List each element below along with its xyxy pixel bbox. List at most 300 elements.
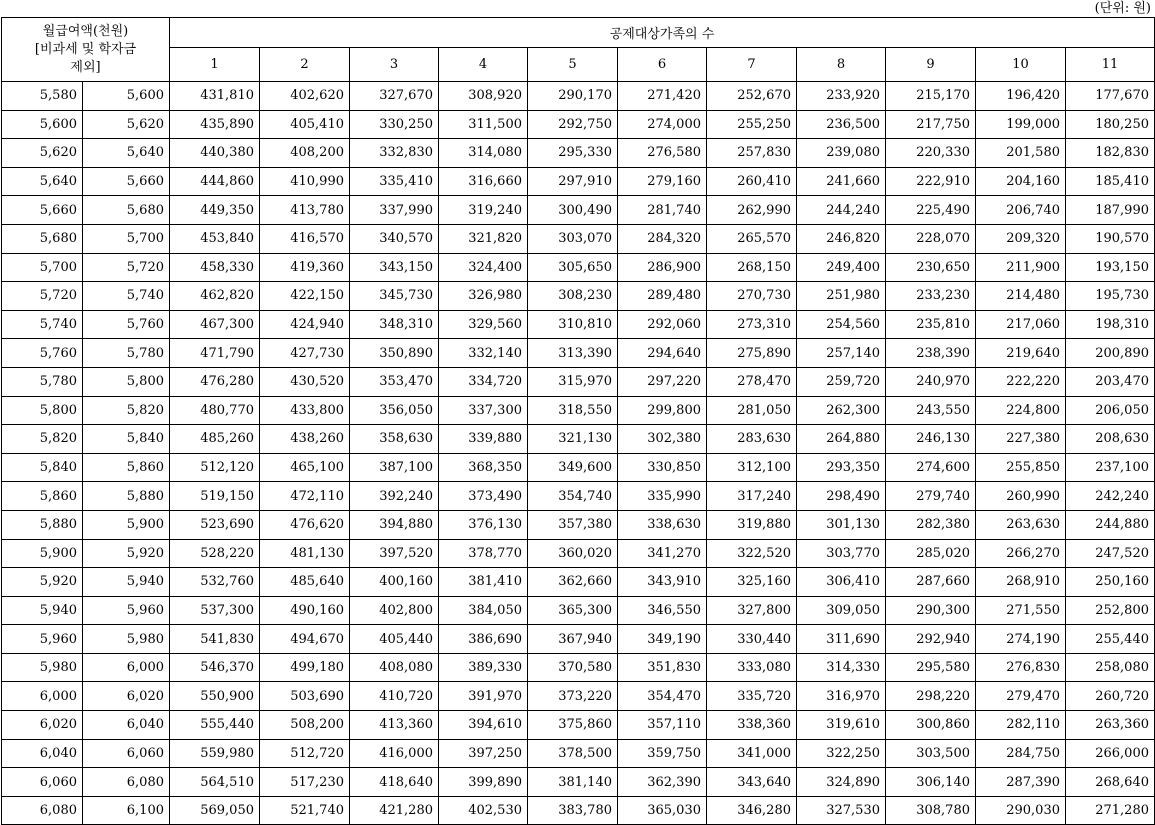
income-to-cell: 5,640	[83, 139, 170, 168]
income-from-cell: 5,580	[2, 82, 83, 111]
table-row	[2, 110, 1155, 139]
table-row	[2, 224, 1155, 253]
tax-amount-cell: 325,160	[707, 568, 797, 597]
tax-amount-cell: 237,100	[1066, 453, 1155, 482]
tax-amount-cell: 276,580	[618, 139, 707, 168]
income-header-line1: 월급여액(천원)	[42, 23, 129, 39]
income-from-cell: 5,900	[2, 539, 83, 568]
family-count-group-header: 공제대상가족의 수	[170, 18, 1155, 48]
tax-amount-cell: 260,410	[707, 167, 797, 196]
tax-amount-cell: 362,390	[618, 768, 707, 797]
tax-amount-cell: 440,380	[170, 139, 260, 168]
tax-amount-cell: 258,080	[1066, 653, 1155, 682]
tax-amount-cell: 255,850	[976, 453, 1066, 482]
income-from-cell: 5,940	[2, 596, 83, 625]
income-from-cell: 5,600	[2, 110, 83, 139]
tax-amount-cell: 416,570	[260, 224, 350, 253]
tax-amount-cell: 294,640	[618, 339, 707, 368]
tax-amount-cell: 220,330	[886, 139, 976, 168]
tax-amount-cell: 512,720	[260, 739, 350, 768]
table-row	[2, 682, 1155, 711]
tax-amount-cell: 430,520	[260, 367, 350, 396]
tax-amount-cell: 481,130	[260, 539, 350, 568]
tax-amount-cell: 208,630	[1066, 425, 1155, 454]
tax-amount-cell: 341,000	[707, 739, 797, 768]
tax-amount-cell: 467,300	[170, 310, 260, 339]
tax-amount-cell: 260,720	[1066, 682, 1155, 711]
tax-amount-cell: 206,740	[976, 196, 1066, 225]
tax-amount-cell: 532,760	[170, 568, 260, 597]
tax-amount-cell: 343,910	[618, 568, 707, 597]
tax-amount-cell: 251,980	[797, 282, 886, 311]
tax-amount-cell: 354,470	[618, 682, 707, 711]
tax-amount-cell: 349,190	[618, 625, 707, 654]
tax-amount-cell: 340,570	[350, 224, 439, 253]
tax-amount-cell: 310,810	[528, 310, 618, 339]
income-to-cell: 6,000	[83, 653, 170, 682]
tax-amount-cell: 523,690	[170, 510, 260, 539]
tax-amount-cell: 285,020	[886, 539, 976, 568]
income-to-cell: 5,780	[83, 339, 170, 368]
tax-amount-cell: 262,300	[797, 396, 886, 425]
tax-amount-cell: 433,800	[260, 396, 350, 425]
tax-amount-cell: 254,560	[797, 310, 886, 339]
table-row	[2, 739, 1155, 768]
tax-amount-cell: 177,670	[1066, 82, 1155, 111]
tax-amount-cell: 394,880	[350, 510, 439, 539]
table-row	[2, 425, 1155, 454]
income-to-cell: 5,840	[83, 425, 170, 454]
tax-amount-cell: 228,070	[886, 224, 976, 253]
income-column-header	[2, 18, 170, 82]
tax-amount-cell: 244,240	[797, 196, 886, 225]
income-to-cell: 5,940	[83, 568, 170, 597]
tax-amount-cell: 346,280	[707, 796, 797, 825]
tax-amount-cell: 333,080	[707, 653, 797, 682]
table-row	[2, 596, 1155, 625]
income-header-line2: [비과세 및 학자금	[34, 41, 137, 57]
income-from-cell: 6,040	[2, 739, 83, 768]
tax-amount-cell: 318,550	[528, 396, 618, 425]
tax-amount-cell: 252,800	[1066, 596, 1155, 625]
table-row	[2, 653, 1155, 682]
tax-amount-cell: 206,050	[1066, 396, 1155, 425]
tax-amount-cell: 353,470	[350, 367, 439, 396]
tax-amount-cell: 512,120	[170, 453, 260, 482]
tax-amount-cell: 315,970	[528, 367, 618, 396]
income-from-cell: 5,780	[2, 367, 83, 396]
tax-amount-cell: 368,350	[439, 453, 528, 482]
tax-amount-cell: 402,620	[260, 82, 350, 111]
tax-amount-cell: 297,910	[528, 167, 618, 196]
tax-amount-cell: 270,730	[707, 282, 797, 311]
tax-amount-cell: 413,360	[350, 711, 439, 740]
tax-amount-cell: 284,320	[618, 224, 707, 253]
tax-amount-cell: 217,060	[976, 310, 1066, 339]
tax-amount-cell: 559,980	[170, 739, 260, 768]
tax-amount-cell: 471,790	[170, 339, 260, 368]
income-to-cell: 6,080	[83, 768, 170, 797]
tax-amount-cell: 259,720	[797, 367, 886, 396]
tax-amount-cell: 327,530	[797, 796, 886, 825]
tax-amount-cell: 215,170	[886, 82, 976, 111]
family-count-header: 7	[707, 48, 797, 82]
tax-amount-cell: 187,990	[1066, 196, 1155, 225]
tax-amount-cell: 290,030	[976, 796, 1066, 825]
tax-amount-cell: 410,720	[350, 682, 439, 711]
tax-amount-cell: 345,730	[350, 282, 439, 311]
tax-amount-cell: 476,620	[260, 510, 350, 539]
tax-amount-cell: 394,610	[439, 711, 528, 740]
tax-amount-cell: 373,220	[528, 682, 618, 711]
family-count-header: 1	[170, 48, 260, 82]
family-count-header: 3	[350, 48, 439, 82]
income-from-cell: 5,620	[2, 139, 83, 168]
tax-amount-cell: 289,480	[618, 282, 707, 311]
tax-amount-cell: 402,530	[439, 796, 528, 825]
tax-amount-cell: 410,990	[260, 167, 350, 196]
tax-amount-cell: 349,600	[528, 453, 618, 482]
tax-amount-cell: 199,000	[976, 110, 1066, 139]
tax-amount-cell: 335,410	[350, 167, 439, 196]
income-from-cell: 5,980	[2, 653, 83, 682]
table-row	[2, 711, 1155, 740]
tax-amount-cell: 243,550	[886, 396, 976, 425]
tax-amount-cell: 343,640	[707, 768, 797, 797]
tax-amount-cell: 275,890	[707, 339, 797, 368]
tax-amount-cell: 257,140	[797, 339, 886, 368]
tax-amount-cell: 257,830	[707, 139, 797, 168]
tax-amount-cell: 422,150	[260, 282, 350, 311]
tax-amount-cell: 373,490	[439, 482, 528, 511]
tax-amount-cell: 268,640	[1066, 768, 1155, 797]
tax-amount-cell: 381,140	[528, 768, 618, 797]
tax-amount-cell: 357,110	[618, 711, 707, 740]
tax-amount-cell: 196,420	[976, 82, 1066, 111]
tax-amount-cell: 367,940	[528, 625, 618, 654]
tax-amount-cell: 400,160	[350, 568, 439, 597]
tax-amount-cell: 308,920	[439, 82, 528, 111]
income-from-cell: 5,740	[2, 310, 83, 339]
income-to-cell: 5,960	[83, 596, 170, 625]
family-count-header: 11	[1066, 48, 1155, 82]
tax-amount-cell: 298,490	[797, 482, 886, 511]
income-from-cell: 5,700	[2, 253, 83, 282]
tax-amount-cell: 387,100	[350, 453, 439, 482]
tax-amount-cell: 319,880	[707, 510, 797, 539]
income-from-cell: 5,960	[2, 625, 83, 654]
tax-amount-cell: 300,490	[528, 196, 618, 225]
tax-amount-cell: 389,330	[439, 653, 528, 682]
income-from-cell: 5,680	[2, 224, 83, 253]
income-from-cell: 5,860	[2, 482, 83, 511]
tax-amount-cell: 458,330	[170, 253, 260, 282]
tax-amount-cell: 330,250	[350, 110, 439, 139]
tax-amount-cell: 334,720	[439, 367, 528, 396]
tax-amount-cell: 301,130	[797, 510, 886, 539]
tax-amount-cell: 287,390	[976, 768, 1066, 797]
tax-amount-cell: 284,750	[976, 739, 1066, 768]
tax-amount-cell: 569,050	[170, 796, 260, 825]
tax-amount-cell: 268,910	[976, 568, 1066, 597]
tax-amount-cell: 337,990	[350, 196, 439, 225]
tax-amount-cell: 327,800	[707, 596, 797, 625]
tax-amount-cell: 278,470	[707, 367, 797, 396]
tax-amount-cell: 402,800	[350, 596, 439, 625]
tax-amount-cell: 303,070	[528, 224, 618, 253]
tax-amount-cell: 365,300	[528, 596, 618, 625]
tax-amount-cell: 283,630	[707, 425, 797, 454]
family-count-header: 6	[618, 48, 707, 82]
income-to-cell: 5,660	[83, 167, 170, 196]
withholding-tax-table	[1, 17, 1155, 825]
tax-amount-cell: 235,810	[886, 310, 976, 339]
income-from-cell: 6,000	[2, 682, 83, 711]
tax-amount-cell: 348,310	[350, 310, 439, 339]
tax-amount-cell: 255,250	[707, 110, 797, 139]
table-row	[2, 510, 1155, 539]
tax-amount-cell: 279,470	[976, 682, 1066, 711]
tax-amount-cell: 247,520	[1066, 539, 1155, 568]
tax-amount-cell: 339,880	[439, 425, 528, 454]
income-to-cell: 5,920	[83, 539, 170, 568]
tax-amount-cell: 240,970	[886, 367, 976, 396]
tax-amount-cell: 308,230	[528, 282, 618, 311]
tax-amount-cell: 399,890	[439, 768, 528, 797]
table-body	[2, 82, 1155, 825]
tax-amount-cell: 338,630	[618, 510, 707, 539]
tax-amount-cell: 182,830	[1066, 139, 1155, 168]
tax-amount-cell: 346,550	[618, 596, 707, 625]
tax-amount-cell: 546,370	[170, 653, 260, 682]
tax-amount-cell: 521,740	[260, 796, 350, 825]
tax-amount-cell: 295,330	[528, 139, 618, 168]
table-row	[2, 367, 1155, 396]
tax-amount-cell: 225,490	[886, 196, 976, 225]
tax-amount-cell: 359,750	[618, 739, 707, 768]
tax-amount-cell: 198,310	[1066, 310, 1155, 339]
tax-amount-cell: 281,740	[618, 196, 707, 225]
tax-amount-cell: 322,250	[797, 739, 886, 768]
income-from-cell: 6,060	[2, 768, 83, 797]
tax-amount-cell: 408,080	[350, 653, 439, 682]
tax-amount-cell: 472,110	[260, 482, 350, 511]
tax-amount-cell: 555,440	[170, 711, 260, 740]
tax-amount-cell: 327,670	[350, 82, 439, 111]
tax-amount-cell: 238,390	[886, 339, 976, 368]
table-row	[2, 196, 1155, 225]
tax-amount-cell: 246,820	[797, 224, 886, 253]
tax-amount-cell: 263,360	[1066, 711, 1155, 740]
tax-amount-cell: 476,280	[170, 367, 260, 396]
table-row	[2, 568, 1155, 597]
tax-amount-cell: 217,750	[886, 110, 976, 139]
income-from-cell: 5,920	[2, 568, 83, 597]
tax-amount-cell: 308,780	[886, 796, 976, 825]
tax-amount-cell: 321,820	[439, 224, 528, 253]
tax-amount-cell: 290,170	[528, 82, 618, 111]
tax-amount-cell: 413,780	[260, 196, 350, 225]
income-to-cell: 6,020	[83, 682, 170, 711]
tax-amount-cell: 262,990	[707, 196, 797, 225]
tax-amount-cell: 271,420	[618, 82, 707, 111]
table-row	[2, 139, 1155, 168]
header-row-group	[2, 18, 1155, 48]
tax-amount-cell: 490,160	[260, 596, 350, 625]
tax-amount-cell: 193,150	[1066, 253, 1155, 282]
tax-amount-cell: 321,130	[528, 425, 618, 454]
tax-amount-cell: 268,150	[707, 253, 797, 282]
tax-amount-cell: 314,080	[439, 139, 528, 168]
income-from-cell: 5,640	[2, 167, 83, 196]
tax-amount-cell: 362,660	[528, 568, 618, 597]
family-count-header: 9	[886, 48, 976, 82]
tax-amount-cell: 392,240	[350, 482, 439, 511]
tax-amount-cell: 317,240	[707, 482, 797, 511]
tax-amount-cell: 302,380	[618, 425, 707, 454]
tax-amount-cell: 300,860	[886, 711, 976, 740]
tax-amount-cell: 494,670	[260, 625, 350, 654]
tax-amount-cell: 241,660	[797, 167, 886, 196]
tax-amount-cell: 309,050	[797, 596, 886, 625]
tax-amount-cell: 444,860	[170, 167, 260, 196]
tax-amount-cell: 550,900	[170, 682, 260, 711]
tax-amount-cell: 322,520	[707, 539, 797, 568]
tax-amount-cell: 356,050	[350, 396, 439, 425]
tax-amount-cell: 416,000	[350, 739, 439, 768]
income-from-cell: 5,840	[2, 453, 83, 482]
tax-amount-cell: 465,100	[260, 453, 350, 482]
tax-amount-cell: 408,200	[260, 139, 350, 168]
table-row	[2, 768, 1155, 797]
tax-amount-cell: 180,250	[1066, 110, 1155, 139]
tax-amount-cell: 354,740	[528, 482, 618, 511]
tax-amount-cell: 358,630	[350, 425, 439, 454]
tax-amount-cell: 290,300	[886, 596, 976, 625]
income-from-cell: 6,080	[2, 796, 83, 825]
tax-amount-cell: 224,800	[976, 396, 1066, 425]
income-to-cell: 6,100	[83, 796, 170, 825]
tax-amount-cell: 204,160	[976, 167, 1066, 196]
income-to-cell: 5,980	[83, 625, 170, 654]
tax-amount-cell: 222,220	[976, 367, 1066, 396]
income-from-cell: 5,760	[2, 339, 83, 368]
tax-amount-cell: 233,230	[886, 282, 976, 311]
table-row	[2, 339, 1155, 368]
tax-amount-cell: 384,050	[439, 596, 528, 625]
tax-amount-cell: 537,300	[170, 596, 260, 625]
income-from-cell: 5,720	[2, 282, 83, 311]
income-from-cell: 5,880	[2, 510, 83, 539]
tax-amount-cell: 391,970	[439, 682, 528, 711]
family-count-header-row	[2, 48, 1155, 82]
tax-amount-cell: 273,310	[707, 310, 797, 339]
tax-amount-cell: 263,630	[976, 510, 1066, 539]
tax-amount-cell: 312,100	[707, 453, 797, 482]
tax-amount-cell: 499,180	[260, 653, 350, 682]
tax-amount-cell: 281,050	[707, 396, 797, 425]
tax-amount-cell: 249,400	[797, 253, 886, 282]
tax-amount-cell: 200,890	[1066, 339, 1155, 368]
tax-amount-cell: 227,380	[976, 425, 1066, 454]
tax-amount-cell: 449,350	[170, 196, 260, 225]
tax-amount-cell: 365,030	[618, 796, 707, 825]
tax-amount-cell: 219,640	[976, 339, 1066, 368]
tax-amount-cell: 303,770	[797, 539, 886, 568]
income-to-cell: 5,880	[83, 482, 170, 511]
tax-amount-cell: 424,940	[260, 310, 350, 339]
tax-amount-cell: 242,240	[1066, 482, 1155, 511]
tax-amount-cell: 316,660	[439, 167, 528, 196]
tax-amount-cell: 292,940	[886, 625, 976, 654]
tax-amount-cell: 244,880	[1066, 510, 1155, 539]
tax-amount-cell: 332,140	[439, 339, 528, 368]
tax-amount-cell: 357,380	[528, 510, 618, 539]
tax-amount-cell: 239,080	[797, 139, 886, 168]
tax-amount-cell: 252,670	[707, 82, 797, 111]
tax-amount-cell: 255,440	[1066, 625, 1155, 654]
tax-amount-cell: 303,500	[886, 739, 976, 768]
tax-amount-cell: 313,390	[528, 339, 618, 368]
tax-amount-cell: 324,890	[797, 768, 886, 797]
tax-amount-cell: 503,690	[260, 682, 350, 711]
income-to-cell: 6,060	[83, 739, 170, 768]
tax-amount-cell: 453,840	[170, 224, 260, 253]
tax-amount-cell: 287,660	[886, 568, 976, 597]
tax-amount-cell: 485,640	[260, 568, 350, 597]
tax-amount-cell: 397,250	[439, 739, 528, 768]
tax-amount-cell: 292,750	[528, 110, 618, 139]
tax-amount-cell: 236,500	[797, 110, 886, 139]
tax-amount-cell: 266,270	[976, 539, 1066, 568]
table-row	[2, 482, 1155, 511]
tax-amount-cell: 330,850	[618, 453, 707, 482]
table-row	[2, 453, 1155, 482]
tax-amount-cell: 297,220	[618, 367, 707, 396]
income-to-cell: 5,900	[83, 510, 170, 539]
tax-amount-cell: 311,690	[797, 625, 886, 654]
tax-amount-cell: 418,640	[350, 768, 439, 797]
tax-amount-cell: 292,060	[618, 310, 707, 339]
tax-amount-cell: 250,160	[1066, 568, 1155, 597]
tax-amount-cell: 305,650	[528, 253, 618, 282]
tax-amount-cell: 435,890	[170, 110, 260, 139]
tax-amount-cell: 293,350	[797, 453, 886, 482]
family-count-header: 4	[439, 48, 528, 82]
tax-amount-cell: 246,130	[886, 425, 976, 454]
tax-amount-cell: 209,320	[976, 224, 1066, 253]
tax-amount-cell: 298,220	[886, 682, 976, 711]
table-row	[2, 796, 1155, 825]
tax-amount-cell: 279,160	[618, 167, 707, 196]
tax-amount-cell: 185,410	[1066, 167, 1155, 196]
tax-amount-cell: 211,900	[976, 253, 1066, 282]
tax-amount-cell: 330,440	[707, 625, 797, 654]
table-row	[2, 396, 1155, 425]
tax-amount-cell: 381,410	[439, 568, 528, 597]
tax-amount-cell: 427,730	[260, 339, 350, 368]
tax-amount-cell: 314,330	[797, 653, 886, 682]
tax-amount-cell: 279,740	[886, 482, 976, 511]
tax-amount-cell: 335,720	[707, 682, 797, 711]
tax-amount-cell: 508,200	[260, 711, 350, 740]
income-to-cell: 5,860	[83, 453, 170, 482]
family-count-header: 2	[260, 48, 350, 82]
tax-amount-cell: 337,300	[439, 396, 528, 425]
tax-amount-cell: 274,000	[618, 110, 707, 139]
tax-amount-cell: 282,110	[976, 711, 1066, 740]
income-from-cell: 5,800	[2, 396, 83, 425]
